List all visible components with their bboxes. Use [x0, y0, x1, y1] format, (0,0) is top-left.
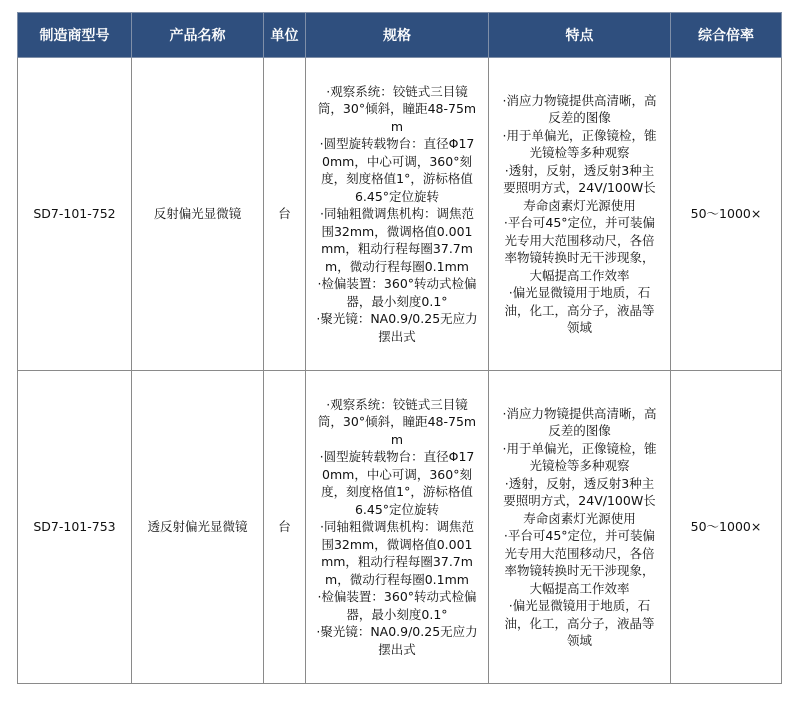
header-product-name: 产品名称: [132, 13, 264, 58]
feature-item: ·消应力物镜提供高清晰，高反差的图像: [502, 92, 657, 125]
feature-item: ·透射，反射，透反射3种主要照明方式，24V/100W长寿命卤素灯光源使用: [503, 475, 656, 526]
cell-magnification: 50～1000×: [671, 58, 782, 371]
cell-features: [489, 58, 671, 371]
cell-unit: 台: [264, 371, 306, 684]
cell-product-name: 反射偏光显微镜: [132, 58, 264, 371]
table-row: [18, 58, 782, 371]
spec-item: ·观察系统：铰链式三目镜筒，30°倾斜，瞳距48-75mm: [317, 83, 477, 134]
spec-item: ·同轴粗微调焦机构：调焦范围32mm，微调格值0.001mm，粗动行程每圈37.7mm，微动行程每圈0.1mm: [320, 206, 474, 274]
spec-item: ·检偏装置：360°转动式检偏器，最小刻度0.1°: [317, 589, 477, 622]
spec-item: ·圆型旋转载物台：直径Φ170mm，中心可调，360°刻度，刻度格值1°，游标格值6.45°定位旋转: [319, 136, 475, 204]
spec-item: ·圆型旋转载物台：直径Φ170mm，中心可调，360°刻度，刻度格值1°，游标格值6.45°定位旋转: [319, 449, 475, 517]
cell-model: SD7-101-753: [18, 371, 132, 684]
spec-item: ·同轴粗微调焦机构：调焦范围32mm，微调格值0.001mm，粗动行程每圈37.7mm，微动行程每圈0.1mm: [320, 519, 474, 587]
product-spec-table: [17, 12, 782, 684]
feature-item: ·偏光显微镜用于地质，石油，化工，高分子，液晶等领域: [504, 598, 655, 648]
feature-item: ·平台可45°定位，并可装偏光专用大范围移动尺，各倍率物镜转换时无干涉现象，大幅提高工作效率: [503, 215, 656, 283]
spec-item: ·聚光镜：NA0.9/0.25无应力摆出式: [316, 624, 478, 657]
feature-item: ·用于单偏光，正像镜检，锥光镜检等多种观察: [502, 127, 657, 160]
cell-specs: [306, 58, 489, 371]
header-features: 特点: [489, 13, 671, 58]
header-unit: 单位: [264, 13, 306, 58]
cell-product-name: 透反射偏光显微镜: [132, 371, 264, 684]
cell-magnification: 50～1000×: [671, 371, 782, 684]
feature-item: ·偏光显微镜用于地质，石油，化工，高分子，液晶等领域: [504, 285, 655, 335]
feature-item: ·消应力物镜提供高清晰，高反差的图像: [502, 405, 657, 438]
feature-item: ·用于单偏光，正像镜检，锥光镜检等多种观察: [502, 440, 657, 473]
spec-item: ·聚光镜：NA0.9/0.25无应力摆出式: [316, 311, 478, 344]
feature-item: ·平台可45°定位，并可装偏光专用大范围移动尺，各倍率物镜转换时无干涉现象，大幅提高工作效率: [503, 528, 656, 596]
spec-item: ·观察系统：铰链式三目镜筒，30°倾斜，瞳距48-75mm: [317, 396, 477, 447]
table-row: [18, 371, 782, 684]
table-header-row: [18, 13, 782, 58]
header-model: 制造商型号: [18, 13, 132, 58]
header-specs: 规格: [306, 13, 489, 58]
cell-features: [489, 371, 671, 684]
header-magnification: 综合倍率: [671, 13, 782, 58]
feature-item: ·透射，反射，透反射3种主要照明方式，24V/100W长寿命卤素灯光源使用: [503, 162, 656, 213]
spec-item: ·检偏装置：360°转动式检偏器，最小刻度0.1°: [317, 276, 477, 309]
product-table-wrapper: [17, 12, 782, 684]
cell-specs: [306, 371, 489, 684]
cell-unit: 台: [264, 58, 306, 371]
cell-model: SD7-101-752: [18, 58, 132, 371]
